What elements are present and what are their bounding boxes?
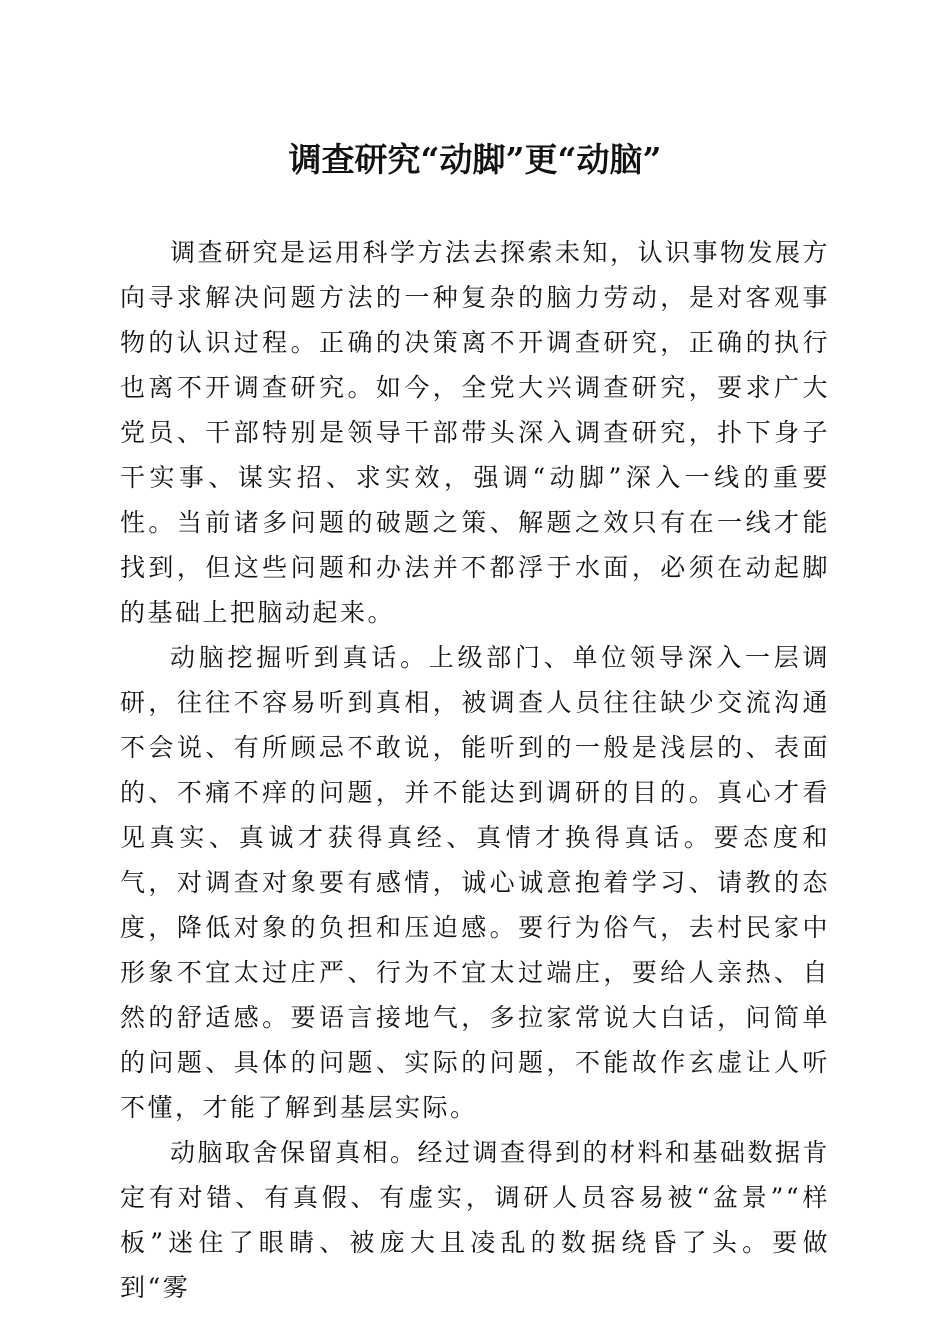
paragraph-keep-truth: 动脑取舍保留真相。经过调查得到的材料和基础数据肯定有对错、有真假、有虚实，调研人员容易被“盆景”“样板”迷住了眼睛、被庞大且凌乱的数据绕昏了头。要做到“雾	[120, 1138, 831, 1302]
paragraph-intro: 调查研究是运用科学方法去探索未知，认识事物发展方向寻求解决问题方法的一种复杂的脑力劳动，是对客观事物的认识过程。正确的决策离不开调查研究，正确的执行也离不开调查研究。如今，全党大兴调查研究，要求广大党员、干部特别是领导干部带头深入调查研究，扑下身子干实事、谋实招、求实效，强调“动脚”深入一线的重要性。当前诸多问题的破题之策、解题之效只有在一线才能找到，但这些问题和办法并不都浮于水面，必须在动起脚的基础上把脑动起来。	[120, 238, 831, 627]
paragraph-hear-truth: 动脑挖掘听到真话。上级部门、单位领导深入一层调研，往往不容易听到真相，被调查人员往往缺少交流沟通不会说、有所顾忌不敢说，能听到的一般是浅层的、表面的、不痛不痒的问题，并不能达到调研的目的。真心才看见真实、真诚才获得真经、真情才换得真话。要态度和气，对调查对象要有感情，诚心诚意抱着学习、请教的态度，降低对象的负担和压迫感。要行为俗气，去村民家中形象不宜太过庄严、行为不宜太过端庄，要给人亲热、自然的舒适感。要语言接地气，多拉家常说大白话，问简单的问题、具体的问题、实际的问题，不能故作玄虚让人听不懂，才能了解到基层实际。	[120, 643, 830, 1122]
document-body	[120, 230, 830, 1310]
document-title: 调查研究“动脚”更“动脑”	[288, 140, 662, 179]
